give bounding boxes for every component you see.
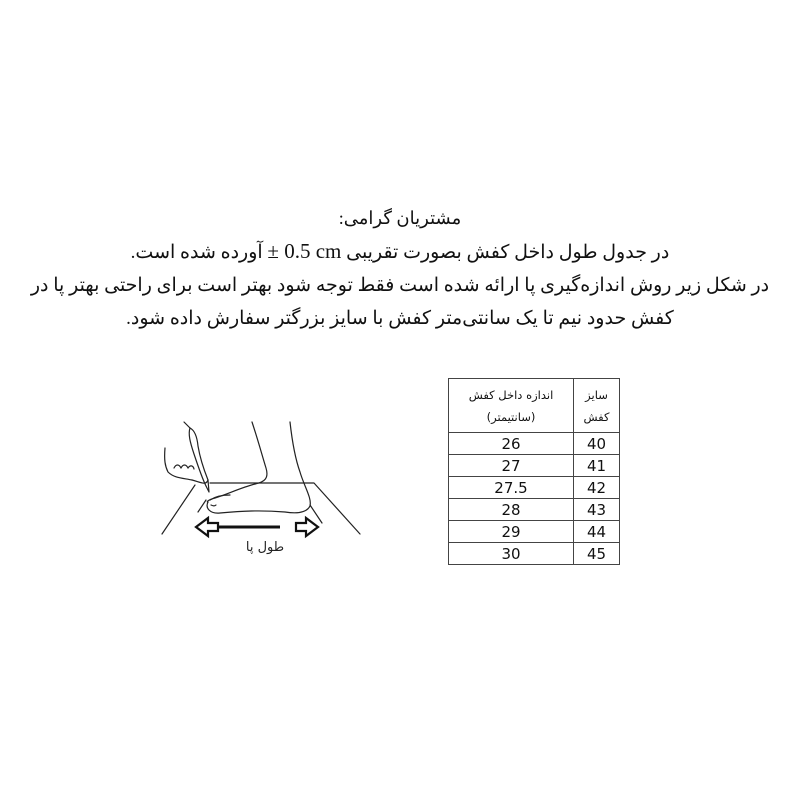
cell-length: 27.5 — [449, 477, 574, 499]
size-chart-table — [448, 378, 620, 565]
cell-size: 41 — [574, 455, 620, 477]
measurement-note-line-2: کفش حدود نیم تا یک سانتی‌متر کفش با سایز بزرگتر سفارش داده شود. — [126, 308, 674, 329]
cell-length: 29 — [449, 521, 574, 543]
cell-length: 27 — [449, 455, 574, 477]
intro-text — [0, 202, 800, 335]
tolerance-note-before: در جدول طول داخل کفش بصورت تقریبی — [346, 242, 670, 263]
cell-size: 40 — [574, 433, 620, 455]
cell-length: 28 — [449, 499, 574, 521]
table-header-row — [449, 379, 620, 433]
table-row — [449, 543, 620, 565]
table-row — [449, 499, 620, 521]
cell-length: 30 — [449, 543, 574, 565]
cell-size: 45 — [574, 543, 620, 565]
header-inner-length: اندازه داخل کفش (سانتیمتر) — [449, 379, 574, 433]
cell-size: 43 — [574, 499, 620, 521]
cell-length: 26 — [449, 433, 574, 455]
tolerance-note — [0, 235, 800, 269]
cell-size: 42 — [574, 477, 620, 499]
measurement-note-line-1: در شکل زیر روش اندازه‌گیری پا ارائه شده است فقط توجه شود بهتر است برای راحتی بهتر پا در — [30, 275, 770, 296]
cell-size: 44 — [574, 521, 620, 543]
table-row — [449, 455, 620, 477]
table-row — [449, 433, 620, 455]
greeting-heading: مشتریان گرامی: — [338, 208, 462, 228]
table-row — [449, 521, 620, 543]
foot-length-caption: طول پا — [245, 540, 285, 555]
header-shoe-size: سایز کفش — [574, 379, 620, 433]
tolerance-note-after: آورده شده است. — [130, 242, 263, 263]
table-row — [449, 477, 620, 499]
tolerance-value: ± 0.5 cm — [267, 239, 342, 263]
